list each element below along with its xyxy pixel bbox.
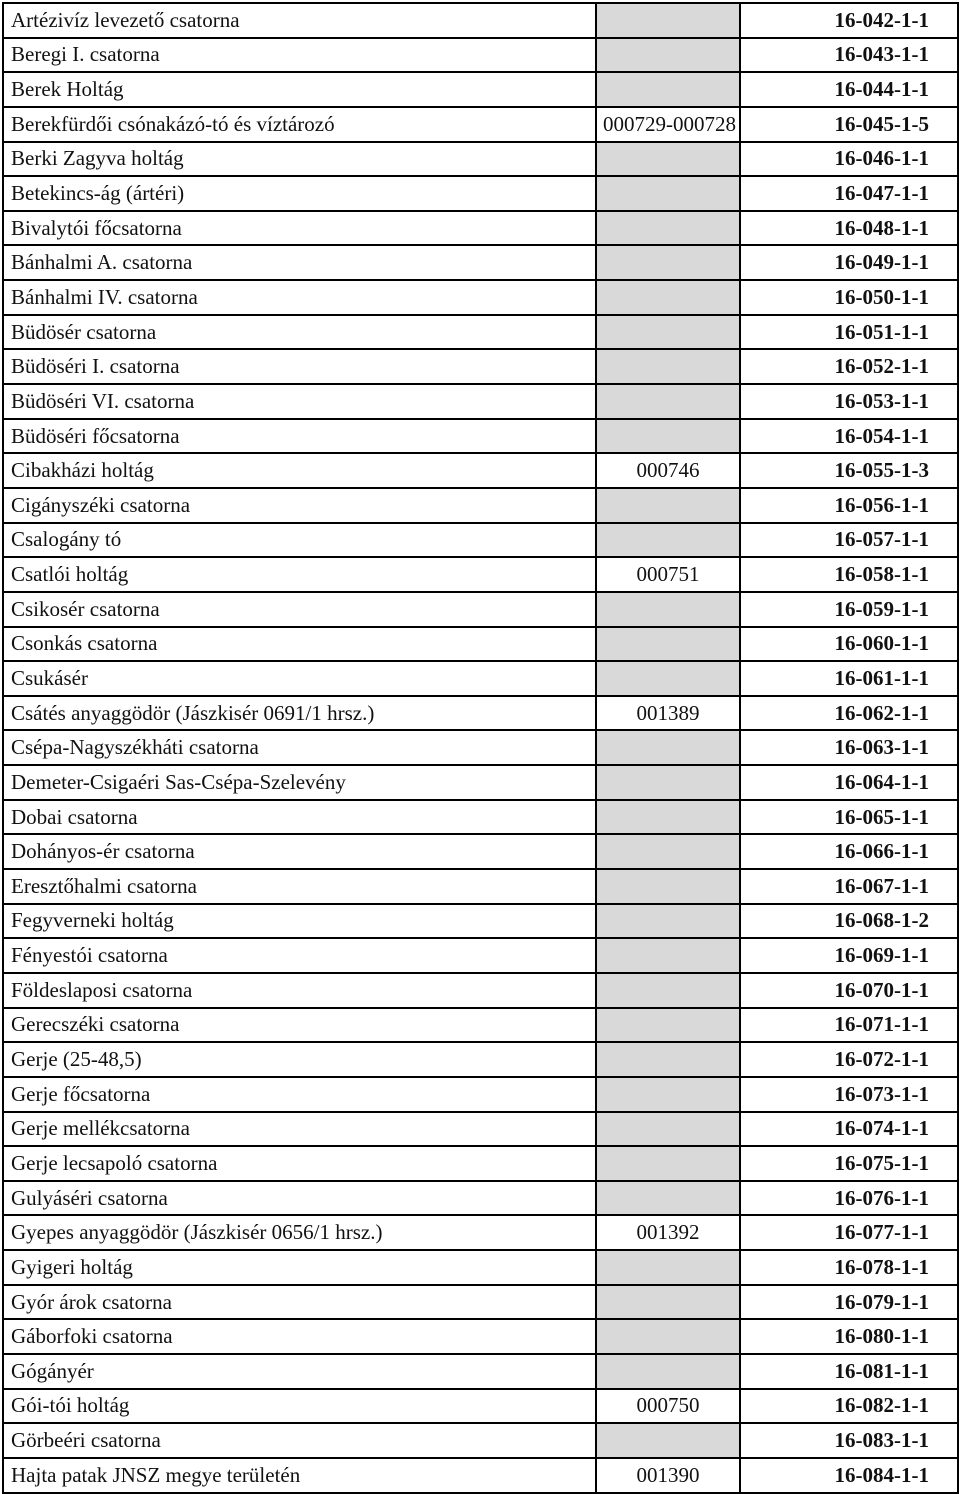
table-row [3, 107, 958, 142]
water-body-id: 16-059-1-1 [740, 592, 958, 627]
registry-code [596, 419, 740, 454]
water-body-id: 16-065-1-1 [740, 800, 958, 835]
water-body-name: Gerecszéki csatorna [3, 1008, 596, 1043]
registry-code [596, 1285, 740, 1320]
water-body-name: Bánhalmi IV. csatorna [3, 280, 596, 315]
table-row [3, 696, 958, 731]
water-body-name: Beregi I. csatorna [3, 38, 596, 73]
table-row [3, 1354, 958, 1389]
water-body-name: Csépa-Nagyszékháti csatorna [3, 730, 596, 765]
registry-code: 001392 [596, 1215, 740, 1250]
registry-code: 001389 [596, 696, 740, 731]
water-body-name: Gerje lecsapoló csatorna [3, 1146, 596, 1181]
water-body-id: 16-051-1-1 [740, 315, 958, 350]
table-row [3, 730, 958, 765]
water-body-name: Demeter-Csigaéri Sas-Csépa-Szelevény [3, 765, 596, 800]
water-body-id: 16-062-1-1 [740, 696, 958, 731]
table-row [3, 557, 958, 592]
table-row [3, 1458, 958, 1493]
table-row [3, 938, 958, 973]
water-body-id: 16-054-1-1 [740, 419, 958, 454]
table-row [3, 1389, 958, 1424]
water-body-name: Büdöséri VI. csatorna [3, 384, 596, 419]
water-body-name: Csatlói holtág [3, 557, 596, 592]
water-body-id: 16-043-1-1 [740, 38, 958, 73]
registry-code [596, 349, 740, 384]
table-row [3, 800, 958, 835]
water-body-id: 16-070-1-1 [740, 973, 958, 1008]
registry-code [596, 765, 740, 800]
table-row [3, 280, 958, 315]
water-body-name: Gyór árok csatorna [3, 1285, 596, 1320]
registry-code: 000729-000728 [596, 107, 740, 142]
water-body-id: 16-060-1-1 [740, 627, 958, 662]
water-body-name: Betekincs-ág (ártéri) [3, 176, 596, 211]
table-row [3, 315, 958, 350]
registry-code [596, 938, 740, 973]
water-body-name: Cigányszéki csatorna [3, 488, 596, 523]
registry-code [596, 488, 740, 523]
water-body-name: Gógányér [3, 1354, 596, 1389]
registry-code [596, 176, 740, 211]
table-row [3, 488, 958, 523]
water-body-name: Cibakházi holtág [3, 453, 596, 488]
registry-code [596, 523, 740, 558]
water-body-name: Csikosér csatorna [3, 592, 596, 627]
water-body-name: Berekfürdői csónakázó-tó és víztározó [3, 107, 596, 142]
registry-code [596, 1008, 740, 1043]
table-row [3, 834, 958, 869]
water-body-id: 16-084-1-1 [740, 1458, 958, 1493]
water-body-name: Büdösér csatorna [3, 315, 596, 350]
water-body-id: 16-074-1-1 [740, 1112, 958, 1147]
water-body-id: 16-073-1-1 [740, 1077, 958, 1112]
table-row [3, 142, 958, 177]
registry-code [596, 38, 740, 73]
registry-code [596, 72, 740, 107]
water-body-id: 16-064-1-1 [740, 765, 958, 800]
table-row [3, 627, 958, 662]
water-body-id: 16-063-1-1 [740, 730, 958, 765]
registry-code [596, 1423, 740, 1458]
water-body-name: Gói-tói holtág [3, 1389, 596, 1424]
water-body-id: 16-082-1-1 [740, 1389, 958, 1424]
table-row [3, 1319, 958, 1354]
registry-code: 001390 [596, 1458, 740, 1493]
table-row [3, 592, 958, 627]
water-body-name: Gyigeri holtág [3, 1250, 596, 1285]
registry-code [596, 315, 740, 350]
registry-code [596, 1181, 740, 1216]
water-body-id: 16-068-1-2 [740, 904, 958, 939]
water-body-id: 16-069-1-1 [740, 938, 958, 973]
table-row [3, 72, 958, 107]
water-body-name: Csátés anyaggödör (Jászkisér 0691/1 hrsz.) [3, 696, 596, 731]
water-body-id: 16-079-1-1 [740, 1285, 958, 1320]
table-row [3, 419, 958, 454]
water-body-id: 16-077-1-1 [740, 1215, 958, 1250]
registry-code [596, 1042, 740, 1077]
water-body-id: 16-049-1-1 [740, 245, 958, 280]
table-row [3, 1008, 958, 1043]
registry-code [596, 627, 740, 662]
table-row [3, 1181, 958, 1216]
table-row [3, 1146, 958, 1181]
registry-code [596, 730, 740, 765]
water-body-name: Gyepes anyaggödör (Jászkisér 0656/1 hrsz.) [3, 1215, 596, 1250]
water-body-name: Bivalytói főcsatorna [3, 211, 596, 246]
water-body-id: 16-052-1-1 [740, 349, 958, 384]
water-body-id: 16-046-1-1 [740, 142, 958, 177]
water-body-id: 16-061-1-1 [740, 661, 958, 696]
table-row [3, 1112, 958, 1147]
water-body-name: Berki Zagyva holtág [3, 142, 596, 177]
water-body-id: 16-050-1-1 [740, 280, 958, 315]
water-body-name: Csukásér [3, 661, 596, 696]
table-row [3, 1285, 958, 1320]
water-body-name: Gáborfoki csatorna [3, 1319, 596, 1354]
water-body-name: Eresztőhalmi csatorna [3, 869, 596, 904]
water-body-name: Fényestói csatorna [3, 938, 596, 973]
table-row [3, 1077, 958, 1112]
registry-code [596, 661, 740, 696]
water-body-name: Bánhalmi A. csatorna [3, 245, 596, 280]
water-body-name: Gerje (25-48,5) [3, 1042, 596, 1077]
water-body-name: Gerje főcsatorna [3, 1077, 596, 1112]
registry-code [596, 384, 740, 419]
water-body-id: 16-071-1-1 [740, 1008, 958, 1043]
water-body-id: 16-045-1-5 [740, 107, 958, 142]
registry-code [596, 800, 740, 835]
registry-code [596, 1112, 740, 1147]
water-body-id: 16-055-1-3 [740, 453, 958, 488]
table-row [3, 453, 958, 488]
table-row [3, 38, 958, 73]
water-body-id: 16-058-1-1 [740, 557, 958, 592]
water-body-id: 16-072-1-1 [740, 1042, 958, 1077]
water-bodies-table [2, 2, 959, 1494]
registry-code: 000746 [596, 453, 740, 488]
registry-code [596, 834, 740, 869]
document-page [0, 2, 960, 1494]
water-body-name: Földeslaposi csatorna [3, 973, 596, 1008]
registry-code [596, 1319, 740, 1354]
water-body-id: 16-053-1-1 [740, 384, 958, 419]
water-body-name: Berek Holtág [3, 72, 596, 107]
table-row [3, 1042, 958, 1077]
water-body-name: Fegyverneki holtág [3, 904, 596, 939]
water-body-name: Csalogány tó [3, 523, 596, 558]
registry-code [596, 280, 740, 315]
registry-code [596, 973, 740, 1008]
table-row [3, 904, 958, 939]
water-body-name: Dohányos-ér csatorna [3, 834, 596, 869]
registry-code [596, 211, 740, 246]
table-row [3, 384, 958, 419]
registry-code: 000750 [596, 1389, 740, 1424]
registry-code [596, 904, 740, 939]
table-body [3, 3, 958, 1493]
water-body-name: Artézivíz levezető csatorna [3, 3, 596, 38]
water-body-id: 16-044-1-1 [740, 72, 958, 107]
registry-code [596, 142, 740, 177]
table-row [3, 765, 958, 800]
water-body-id: 16-080-1-1 [740, 1319, 958, 1354]
registry-code [596, 245, 740, 280]
registry-code [596, 1146, 740, 1181]
table-row [3, 869, 958, 904]
table-row [3, 349, 958, 384]
registry-code: 000751 [596, 557, 740, 592]
table-row [3, 1250, 958, 1285]
water-body-id: 16-048-1-1 [740, 211, 958, 246]
water-body-id: 16-057-1-1 [740, 523, 958, 558]
table-row [3, 1423, 958, 1458]
water-body-name: Gulyáséri csatorna [3, 1181, 596, 1216]
water-body-id: 16-076-1-1 [740, 1181, 958, 1216]
table-row [3, 973, 958, 1008]
water-body-id: 16-075-1-1 [740, 1146, 958, 1181]
water-body-id: 16-047-1-1 [740, 176, 958, 211]
registry-code [596, 3, 740, 38]
table-row [3, 523, 958, 558]
water-body-name: Büdöséri főcsatorna [3, 419, 596, 454]
water-body-name: Gerje mellékcsatorna [3, 1112, 596, 1147]
table-row [3, 1215, 958, 1250]
water-body-name: Csonkás csatorna [3, 627, 596, 662]
water-body-id: 16-066-1-1 [740, 834, 958, 869]
table-row [3, 245, 958, 280]
water-body-name: Büdöséri I. csatorna [3, 349, 596, 384]
water-body-id: 16-067-1-1 [740, 869, 958, 904]
registry-code [596, 1250, 740, 1285]
table-row [3, 211, 958, 246]
table-row [3, 3, 958, 38]
registry-code [596, 869, 740, 904]
registry-code [596, 592, 740, 627]
water-body-id: 16-083-1-1 [740, 1423, 958, 1458]
table-row [3, 661, 958, 696]
water-body-name: Hajta patak JNSZ megye területén [3, 1458, 596, 1493]
water-body-name: Dobai csatorna [3, 800, 596, 835]
water-body-id: 16-078-1-1 [740, 1250, 958, 1285]
registry-code [596, 1354, 740, 1389]
registry-code [596, 1077, 740, 1112]
table-row [3, 176, 958, 211]
water-body-name: Görbeéri csatorna [3, 1423, 596, 1458]
water-body-id: 16-056-1-1 [740, 488, 958, 523]
water-body-id: 16-042-1-1 [740, 3, 958, 38]
water-body-id: 16-081-1-1 [740, 1354, 958, 1389]
